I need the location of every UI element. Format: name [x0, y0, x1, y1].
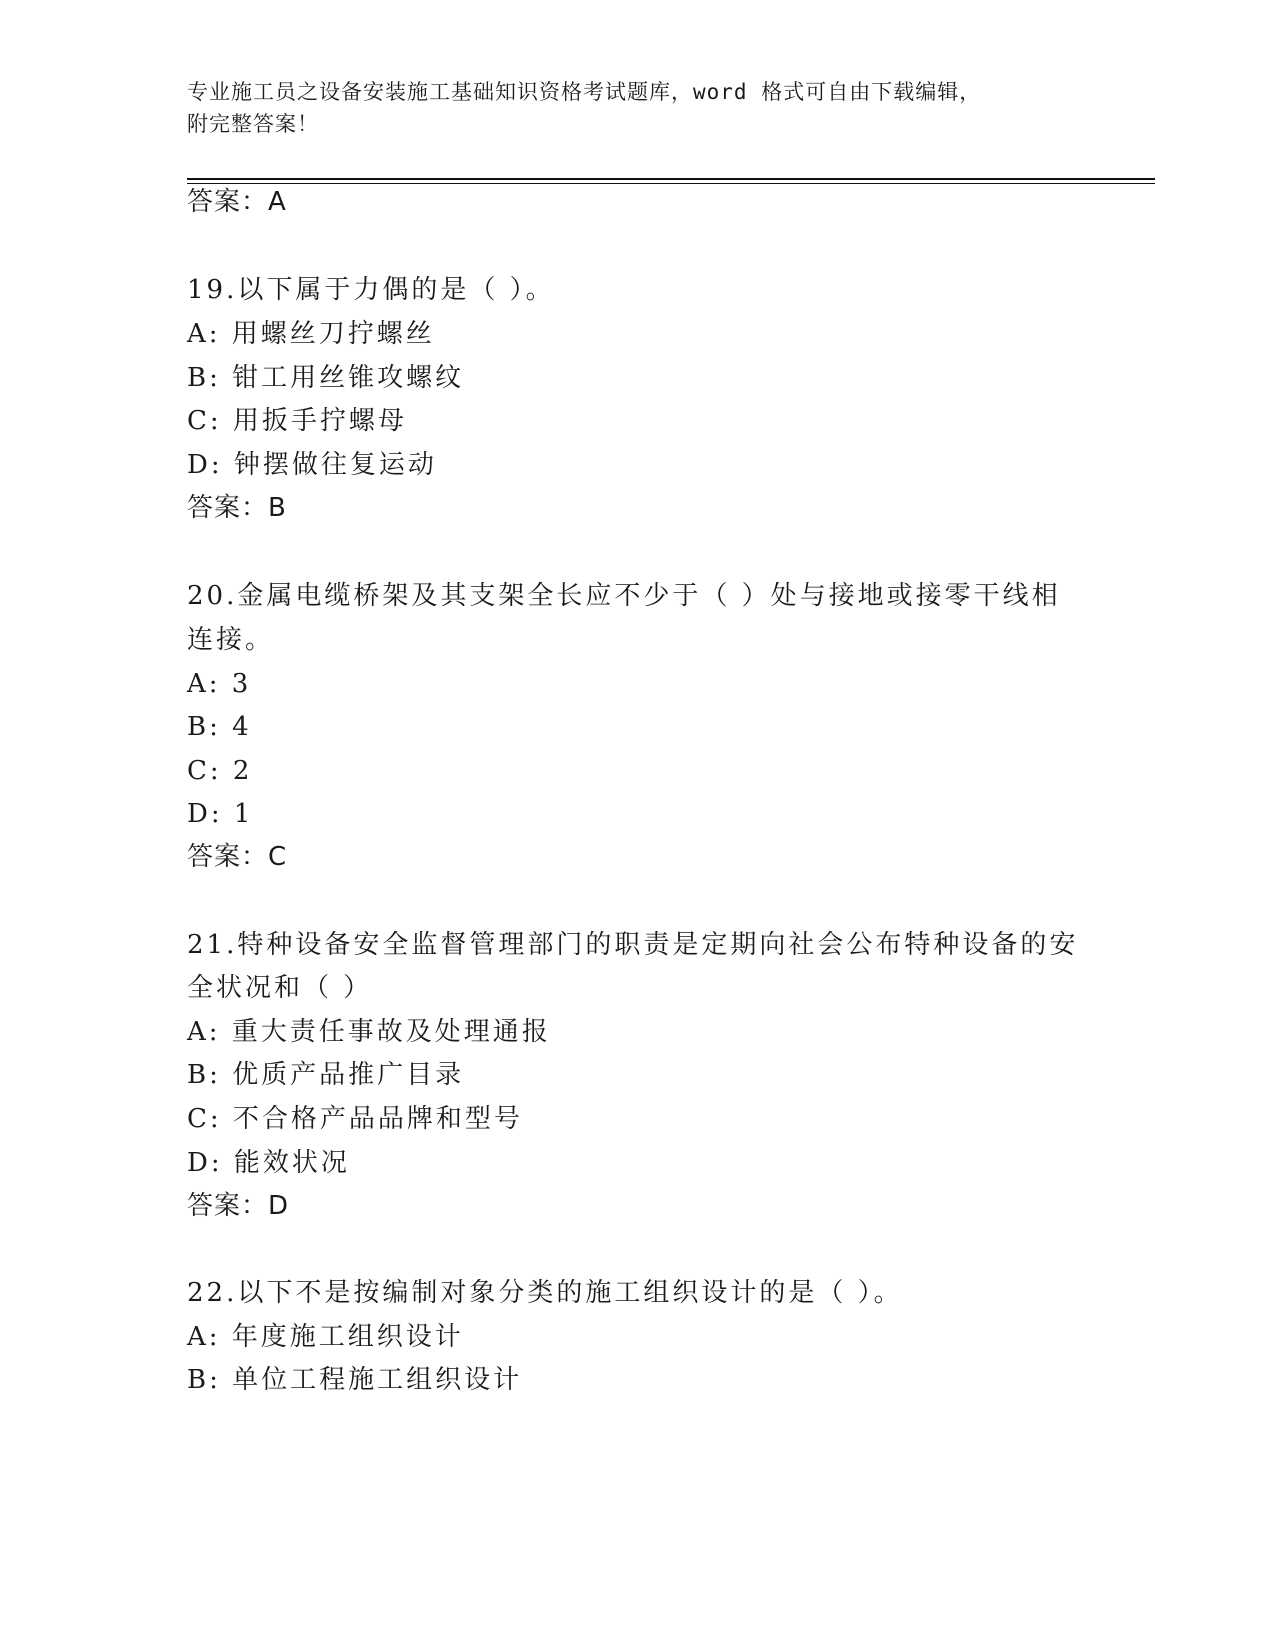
- question-20-option-d: D: 1: [187, 799, 254, 829]
- question-19-stem-1: 19.以下属于力偶的是（ ）。: [187, 275, 555, 305]
- question-21-option-d: D: 能效状况: [187, 1148, 350, 1178]
- question-21-stem-1: 21.特种设备安全监督管理部门的职责是定期向社会公布特种设备的安: [187, 930, 1079, 960]
- question-20-stem-2: 连接。: [187, 625, 275, 655]
- question-19-option-d: D: 钟摆做往复运动: [187, 450, 437, 480]
- header-rule-thick: [187, 178, 1155, 180]
- question-20-option-c: C: 2: [187, 756, 253, 786]
- question-22-option-a: A: 年度施工组织设计: [187, 1322, 464, 1352]
- question-22-stem-1: 22.以下不是按编制对象分类的施工组织设计的是（ ）。: [187, 1278, 903, 1308]
- question-20-option-a: A: 3: [187, 669, 252, 699]
- question-19-option-a: A: 用螺丝刀拧螺丝: [187, 319, 435, 349]
- header-line-2: 附完整答案！: [187, 112, 319, 136]
- document-header: [187, 76, 1067, 140]
- question-20-stem-1: 20.金属电缆桥架及其支架全长应不少于（ ）处与接地或接零干线相: [187, 581, 1061, 611]
- question-19-option-c: C: 用扳手拧螺母: [187, 406, 407, 436]
- question-21-answer: 答案：D: [187, 1191, 290, 1221]
- question-22-option-b: B: 单位工程施工组织设计: [187, 1365, 523, 1395]
- question-20-option-b: B: 4: [187, 712, 252, 742]
- question-20-answer: 答案：C: [187, 842, 288, 872]
- answer-prev: 答案：A: [187, 187, 287, 217]
- question-21-stem-2: 全状况和（ ）: [187, 973, 373, 1003]
- header-rule-thin: [187, 183, 1155, 184]
- header-line-1: 专业施工员之设备安装施工基础知识资格考试题库，word 格式可自由下载编辑，: [187, 80, 982, 104]
- question-19-option-b: B: 钳工用丝锥攻螺纹: [187, 363, 465, 393]
- question-19-answer: 答案：B: [187, 493, 287, 523]
- question-21-option-b: B: 优质产品推广目录: [187, 1060, 465, 1090]
- question-21-option-c: C: 不合格产品品牌和型号: [187, 1104, 523, 1134]
- question-21-option-a: A: 重大责任事故及处理通报: [187, 1017, 551, 1047]
